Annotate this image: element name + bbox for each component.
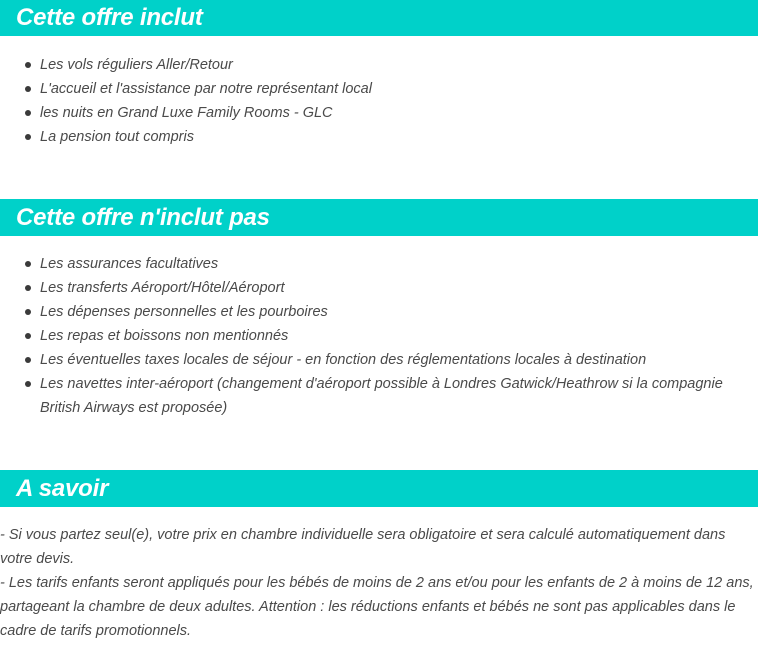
- bullet-icon: [25, 285, 31, 291]
- list-item-text: les nuits en Grand Luxe Family Rooms - GLC: [40, 105, 333, 121]
- list-item-text: Les assurances facultatives: [40, 256, 219, 272]
- not-included-section-title: Cette offre n'inclut pas: [0, 199, 758, 236]
- list-item: [0, 300, 758, 324]
- list-item: [0, 53, 758, 77]
- list-item-text: Les transferts Aéroport/Hôtel/Aéroport: [40, 280, 285, 296]
- info-paragraph: - Les tarifs enfants seront appliqués pour les bébés de moins de 2 ans et/ou pour les enfants de 2 à moins de 12 ans, partageant la chambre de deux adultes. Attention : les réductions enfants et bébés ne sont pas applicables dans le cadre de tarifs promotionnels.: [0, 575, 754, 639]
- list-item: [0, 125, 758, 149]
- not-included-list: [0, 252, 758, 420]
- bullet-icon: [25, 381, 31, 387]
- list-item-text: La pension tout compris: [40, 129, 194, 145]
- list-item-text: Les dépenses personnelles et les pourboires: [40, 304, 328, 320]
- list-item-text: Les vols réguliers Aller/Retour: [40, 57, 233, 73]
- to-know-content: [0, 523, 758, 643]
- list-item: [0, 372, 758, 420]
- list-item: [0, 348, 758, 372]
- list-item: [0, 276, 758, 300]
- list-item-text: Les navettes inter-aéroport (changement d'aéroport possible à Londres Gatwick/Heathrow si la compagnie British Airways est proposée): [40, 376, 723, 416]
- included-list: [0, 53, 758, 149]
- bullet-icon: [25, 261, 31, 267]
- list-item-text: L'accueil et l'assistance par notre représentant local: [40, 81, 372, 97]
- bullet-icon: [25, 86, 31, 92]
- list-item-text: Les repas et boissons non mentionnés: [40, 328, 289, 344]
- list-item: [0, 324, 758, 348]
- bullet-icon: [25, 309, 31, 315]
- bullet-icon: [25, 134, 31, 140]
- list-item: [0, 77, 758, 101]
- bullet-icon: [25, 62, 31, 68]
- included-section-title: Cette offre inclut: [0, 0, 758, 36]
- bullet-icon: [25, 333, 31, 339]
- list-item: [0, 101, 758, 125]
- bullet-icon: [25, 357, 31, 363]
- to-know-section-title: A savoir: [0, 470, 758, 507]
- bullet-icon: [25, 110, 31, 116]
- list-item-text: Les éventuelles taxes locales de séjour - en fonction des réglementations locales à destination: [40, 352, 647, 368]
- list-item: [0, 252, 758, 276]
- info-paragraph: - Si vous partez seul(e), votre prix en chambre individuelle sera obligatoire et sera calculé automatiquement dans votre devis.: [0, 527, 726, 567]
